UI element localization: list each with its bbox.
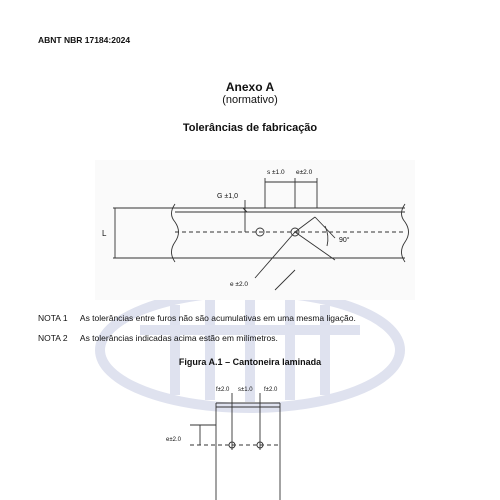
note-1-text: As tolerâncias entre furos não são acumulativas em uma mesma ligação. bbox=[79, 313, 356, 323]
e-tolerance-bottom-label: e ±2.0 bbox=[230, 281, 249, 288]
e-tolerance-top-label: e±2.0 bbox=[296, 169, 313, 176]
s-tolerance-label-2: s±1.0 bbox=[238, 387, 253, 393]
note-1 bbox=[38, 313, 356, 323]
note-2-label: NOTA 2 bbox=[38, 333, 68, 343]
note-2-text: As tolerâncias indicadas acima estão em milímetros. bbox=[79, 333, 278, 343]
s-tolerance-label: s ±1.0 bbox=[267, 169, 285, 176]
section-title: Tolerâncias de fabricação bbox=[182, 122, 318, 134]
figure-caption: Figura A.1 – Cantoneira laminada bbox=[178, 357, 322, 367]
annex-title: Anexo A bbox=[225, 80, 275, 94]
f-tolerance-right-label: f±2.0 bbox=[264, 387, 278, 393]
f-tolerance-left-label: f±2.0 bbox=[216, 387, 230, 393]
note-1-label: NOTA 1 bbox=[38, 313, 68, 323]
standard-header: ABNT NBR 17184:2024 bbox=[38, 35, 131, 45]
note-2 bbox=[38, 333, 278, 343]
angle-label: 90° bbox=[339, 237, 350, 244]
g-tolerance-label: G ±1,0 bbox=[217, 193, 238, 200]
e-tolerance-label-2: e±2.0 bbox=[166, 437, 181, 443]
tolerance-drawing-angle bbox=[95, 160, 415, 300]
l-dimension-label: L bbox=[102, 229, 107, 238]
annex-subtitle: (normativo) bbox=[222, 94, 278, 106]
tolerance-drawing-laminated bbox=[150, 385, 310, 500]
